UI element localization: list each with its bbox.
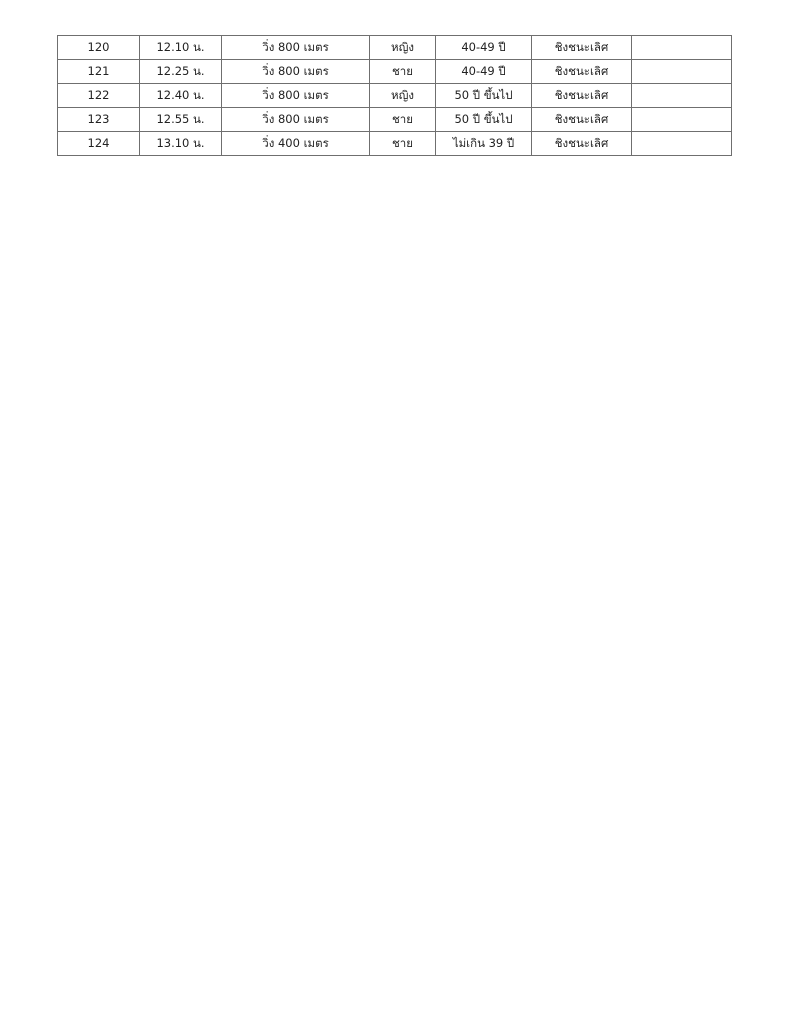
time-cell: 12.55 น. (140, 108, 222, 132)
schedule-table (57, 35, 732, 156)
age-group-cell: 40-49 ปี (436, 36, 532, 60)
event-cell: วิ่ง 800 เมตร (222, 60, 370, 84)
age-group-cell: 50 ปี ขึ้นไป (436, 108, 532, 132)
time-cell: 12.10 น. (140, 36, 222, 60)
note-cell (632, 132, 732, 156)
event-number-cell: 123 (58, 108, 140, 132)
note-cell (632, 84, 732, 108)
round-cell: ชิงชนะเลิศ (532, 84, 632, 108)
event-cell: วิ่ง 400 เมตร (222, 132, 370, 156)
note-cell (632, 60, 732, 84)
gender-cell: ชาย (370, 108, 436, 132)
gender-cell: หญิง (370, 36, 436, 60)
table-row (58, 84, 732, 108)
note-cell (632, 108, 732, 132)
event-number-cell: 120 (58, 36, 140, 60)
table-row (58, 132, 732, 156)
event-cell: วิ่ง 800 เมตร (222, 84, 370, 108)
age-group-cell: 50 ปี ขึ้นไป (436, 84, 532, 108)
table-row (58, 36, 732, 60)
round-cell: ชิงชนะเลิศ (532, 36, 632, 60)
table-row (58, 60, 732, 84)
event-number-cell: 121 (58, 60, 140, 84)
event-number-cell: 124 (58, 132, 140, 156)
gender-cell: หญิง (370, 84, 436, 108)
round-cell: ชิงชนะเลิศ (532, 108, 632, 132)
round-cell: ชิงชนะเลิศ (532, 132, 632, 156)
round-cell: ชิงชนะเลิศ (532, 60, 632, 84)
gender-cell: ชาย (370, 60, 436, 84)
age-group-cell: 40-49 ปี (436, 60, 532, 84)
event-number-cell: 122 (58, 84, 140, 108)
event-cell: วิ่ง 800 เมตร (222, 108, 370, 132)
time-cell: 12.40 น. (140, 84, 222, 108)
gender-cell: ชาย (370, 132, 436, 156)
time-cell: 12.25 น. (140, 60, 222, 84)
time-cell: 13.10 น. (140, 132, 222, 156)
age-group-cell: ไม่เกิน 39 ปี (436, 132, 532, 156)
note-cell (632, 36, 732, 60)
table-row (58, 108, 732, 132)
event-cell: วิ่ง 800 เมตร (222, 36, 370, 60)
